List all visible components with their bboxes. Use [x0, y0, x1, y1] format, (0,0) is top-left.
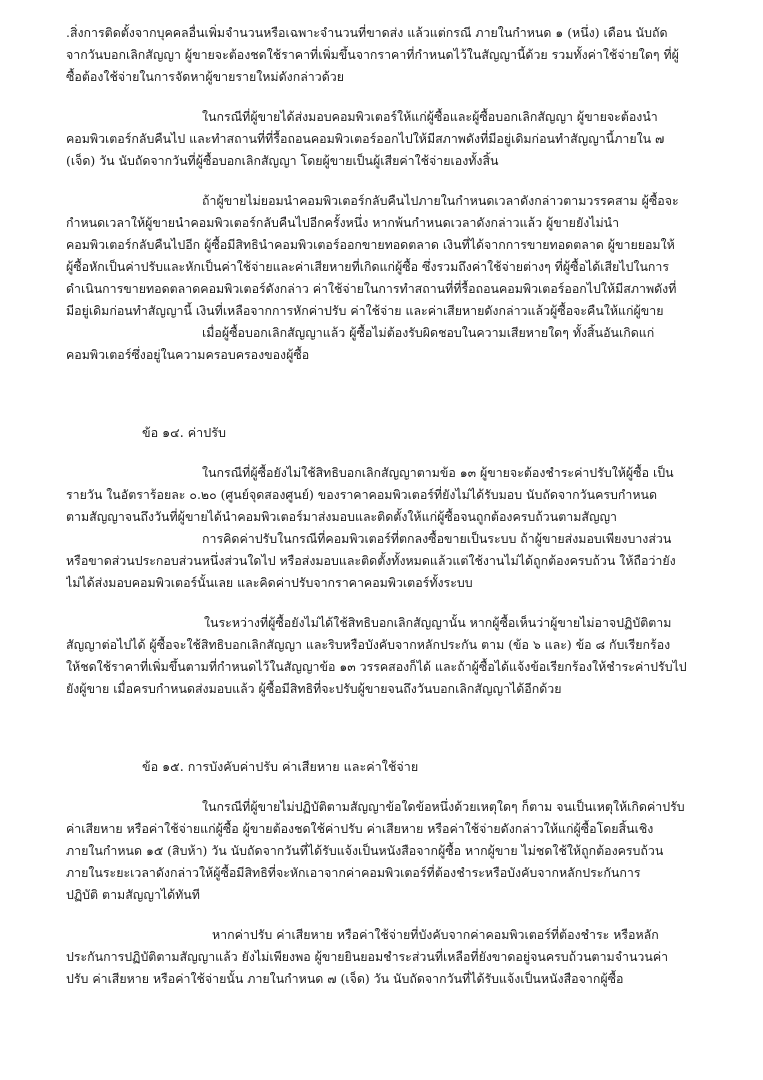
text-line: ภายในระยะเวลาดังกล่าวให้ผู้ซื้อมีสิทธิที่จะหักเอาจากค่าคอมพิวเตอร์ที่ต้องชำระหรือบังคับจากหลักประกันการ — [66, 865, 641, 880]
text-line: ถ้าผู้ขายไม่ยอมนำคอมพิวเตอร์กลับคืนไปภายในกำหนดเวลาดังกล่าวตามวรรคสาม ผู้ซื้อจะ — [202, 193, 679, 208]
text-line: ปฏิบัติ ตามสัญญาได้ทันที — [66, 887, 200, 902]
text-line: ยังผู้ขาย เมื่อครบกำหนดส่งมอบแล้ว ผู้ซื้อมีสิทธิที่จะปรับผู้ขายจนถึงวันบอกเลิกสัญญาได้อีกด้วย — [66, 681, 562, 696]
text-line: ในกรณีที่ผู้ขายได้ส่งมอบคอมพิวเตอร์ให้แก่ผู้ซื้อและผู้ซื้อบอกเลิกสัญญา ผู้ขายจะต้องนำ — [202, 109, 658, 124]
paragraph — [66, 190, 701, 322]
text-line: เมื่อผู้ซื้อบอกเลิกสัญญาแล้ว ผู้ซื้อไม่ต้องรับผิดชอบในความเสียหายใดๆ ทั้งสิ้นอันเกิดแก่ — [202, 325, 655, 340]
text-line: ปรับ ค่าเสียหาย หรือค่าใช้จ่ายนั้น ภายในกำหนด ๗ (เจ็ด) วัน นับถัดจากวันที่ได้รับแจ้งเป็นหนังสือจากผู้ซื้อ — [66, 971, 624, 986]
text-line: ในระหว่างที่ผู้ซื้อยังไม่ได้ใช้สิทธิบอกเลิกสัญญานั้น หากผู้ซื้อเห็นว่าผู้ขายไม่อาจปฏิบัติตาม — [204, 615, 672, 630]
text-line: หากค่าปรับ ค่าเสียหาย หรือค่าใช้จ่ายที่บังคับจากค่าคอมพิวเตอร์ที่ต้องชำระ หรือหลัก — [212, 927, 659, 942]
paragraph — [66, 22, 701, 88]
text-line: ผู้ซื้อหักเป็นค่าปรับและหักเป็นค่าใช้จ่ายและค่าเสียหายที่เกิดแก่ผู้ซื้อ ซึ่งรวมถึงค่าใช้จ่ายต่างๆ ที่ผู้ซื้อได้เสียไปในการ — [66, 259, 670, 274]
text-line: กำหนดเวลาให้ผู้ขายนำคอมพิวเตอร์กลับคืนไปอีกครั้งหนึ่ง หากพ้นกำหนดเวลาดังกล่าวแล้ว ผู้ขายยังไม่นำ — [66, 215, 620, 230]
text-line: ให้ชดใช้ราคาที่เพิ่มขึ้นตามที่กำหนดไว้ในสัญญาข้อ ๑๓ วรรคสองก็ได้ และถ้าผู้ซื้อได้แจ้งข้อเรียกร้องให้ชำระค่าปรับไป — [66, 659, 687, 674]
text-line: ตามสัญญาจนถึงวันที่ผู้ขายได้นำคอมพิวเตอร์มาส่งมอบและติดตั้งให้แก่ผู้ซื้อจนถูกต้องครบถ้วนตามสัญญา — [66, 509, 618, 524]
text-line: .สิ่งการติดตั้งจากบุคคลอื่นเพิ่มจำนวนหรือเฉพาะจำนวนที่ขาดส่ง แล้วแต่กรณี ภายในกำหนด ๑ (หนึ่ง) เดือน นับถัด — [66, 25, 668, 40]
text-line: สัญญาต่อไปได้ ผู้ซื้อจะใช้สิทธิบอกเลิกสัญญา และริบหรือบังคับจากหลักประกัน ตาม (ข้อ ๖ และ) ข้อ ๘ กับเรียกร้อง — [66, 637, 671, 652]
text-line: ไม่ได้ส่งมอบคอมพิวเตอร์นั้นเลย และคิดค่าปรับจากราคาคอมพิวเตอร์ทั้งระบบ — [66, 575, 473, 590]
text-line: รายวัน ในอัตราร้อยละ ๐.๒๐ (ศูนย์จุดสองศูนย์) ของราคาคอมพิวเตอร์ที่ยังไม่ได้รับมอบ นับถัดจากวันครบกำหนด — [66, 487, 658, 502]
paragraph — [66, 462, 701, 528]
text-line: ซื้อต้องใช้จ่ายในการจัดหาผู้ขายรายใหม่ดังกล่าวด้วย — [66, 69, 344, 84]
text-line: ในกรณีที่ผู้ขายไม่ปฏิบัติตามสัญญาข้อใดข้อหนึ่งด้วยเหตุใดๆ ก็ตาม จนเป็นเหตุให้เกิดค่าปรับ — [202, 799, 685, 814]
text-line: ในกรณีที่ผู้ซื้อยังไม่ใช้สิทธิบอกเลิกสัญญาตามข้อ ๑๓ ผู้ขายจะต้องชำระค่าปรับให้ผู้ซื้อ เป็น — [202, 465, 674, 480]
text-line: จากวันบอกเลิกสัญญา ผู้ขายจะต้องชดใช้ราคาที่เพิ่มขึ้นจากราคาที่กำหนดไว้ในสัญญานี้ด้วย รวมทั้งค่าใช้จ่ายใดๆ ที่ผู้ — [66, 47, 679, 62]
text-line: ประกันการปฏิบัติตามสัญญาแล้ว ยังไม่เพียงพอ ผู้ขายยินยอมชำระส่วนที่เหลือที่ยังขาดอยู่จนครบถ้วนตามจำนวนค่า — [66, 949, 669, 964]
paragraph — [66, 322, 701, 366]
text-line: คอมพิวเตอร์กลับคืนไป และทำสถานที่ที่รื้อถอนคอมพิวเตอร์ออกไปให้มีสภาพดังที่มีอยู่เดิมก่อนทำสัญญานี้ภายใน ๗ — [66, 131, 665, 146]
text-line: คอมพิวเตอร์กลับคืนไปอีก ผู้ซื้อมีสิทธินำคอมพิวเตอร์ออกขายทอดตลาด เงินที่ได้จากการขายทอดตลาด ผู้ขายยอมให้ — [66, 237, 675, 252]
text-line: คอมพิวเตอร์ซึ่งอยู่ในความครอบครองของผู้ซื้อ — [66, 347, 310, 362]
paragraph — [66, 106, 701, 172]
section-heading-14: ข้อ ๑๔. ค่าปรับ — [142, 425, 226, 440]
text-line: ค่าเสียหาย หรือค่าใช้จ่ายแก่ผู้ซื้อ ผู้ขายต้องชดใช้ค่าปรับ ค่าเสียหาย หรือค่าใช้จ่ายดังกล่าวให้แก่ผู้ซื้อโดยสิ้นเชิง — [66, 821, 654, 836]
text-line: (เจ็ด) วัน นับถัดจากวันที่ผู้ซื้อบอกเลิกสัญญา โดยผู้ขายเป็นผู้เสียค่าใช้จ่ายเองทั้งสิ้น — [66, 153, 499, 168]
paragraph — [66, 612, 701, 700]
text-line: ภายในกำหนด ๑๕ (สิบห้า) วัน นับถัดจากวันที่ได้รับแจ้งเป็นหนังสือจากผู้ซื้อ หากผู้ขาย ไม่ชดใช้ให้ถูกต้องครบถ้วน — [66, 843, 664, 858]
text-line: การคิดค่าปรับในกรณีที่คอมพิวเตอร์ที่ตกลงซื้อขายเป็นระบบ ถ้าผู้ขายส่งมอบเพียงบางส่วน — [202, 531, 672, 546]
section-heading-15: ข้อ ๑๕. การบังคับค่าปรับ ค่าเสียหาย และค่าใช้จ่าย — [142, 759, 419, 774]
text-line: มีอยู่เดิมก่อนทำสัญญานี้ เงินที่เหลือจากการหักค่าปรับ ค่าใช้จ่าย และค่าเสียหายดังกล่าวแล้วผู้ซื้อจะคืนให้แก่ผู้ขาย — [66, 303, 664, 318]
text-line: ดำเนินการขายทอดตลาดคอมพิวเตอร์ดังกล่าว ค่าใช้จ่ายในการทำสถานที่ที่รื้อถอนคอมพิวเตอร์ออกไปให้มีสภาพดังที่ — [66, 281, 677, 296]
paragraph — [66, 528, 701, 594]
paragraph — [66, 796, 701, 906]
paragraph — [66, 924, 701, 990]
text-line: หรือขาดส่วนประกอบส่วนหนึ่งส่วนใดไป หรือส่งมอบและติดตั้งทั้งหมดแล้วแต่ใช้งานไม่ได้ถูกต้องครบถ้วน ให้ถือว่ายัง — [66, 553, 676, 568]
